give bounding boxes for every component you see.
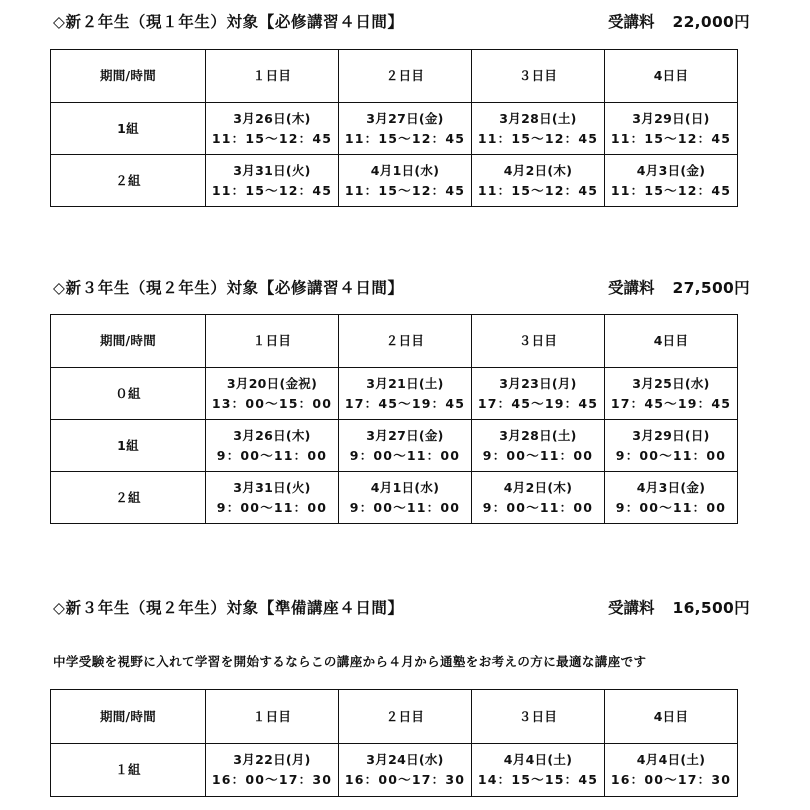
header-day-4: 4日目 bbox=[605, 50, 738, 103]
session-time: 17：45～19：45 bbox=[477, 395, 599, 411]
session-cell bbox=[206, 103, 339, 155]
session-time: 17：45～19：45 bbox=[610, 395, 732, 411]
header-day-4: 4日目 bbox=[605, 315, 738, 368]
session-cell bbox=[472, 420, 605, 472]
session-time: 9：00～11：00 bbox=[349, 499, 461, 515]
session-date: 4月3日(金) bbox=[636, 479, 706, 495]
session-date: 3月27日(金) bbox=[366, 110, 444, 126]
fee-amount: 16,500円 bbox=[672, 599, 750, 617]
session-time: 16：00～17：30 bbox=[610, 772, 732, 787]
section-3-title: ◇新３年生（現２年生）対象【準備講座４日間】 bbox=[53, 599, 404, 617]
session-cell bbox=[605, 472, 738, 524]
session-cell bbox=[339, 744, 472, 797]
session-date: 3月28日(土) bbox=[499, 427, 577, 443]
session-date: 3月22日(月) bbox=[233, 752, 311, 767]
header-day-3: ３日目 bbox=[472, 315, 605, 368]
session-cell bbox=[206, 155, 339, 207]
session-time: 9：00～11：00 bbox=[482, 499, 594, 515]
session-date: 3月31日(火) bbox=[233, 479, 311, 495]
section-3-description: 中学受験を視野に入れて学習を開始するならこの講座から４月から通塾をお考えの方に最適な講座です bbox=[53, 654, 647, 669]
section-3-schedule-table bbox=[50, 689, 738, 797]
table-row bbox=[51, 368, 738, 420]
table-header-row bbox=[51, 315, 738, 368]
session-cell bbox=[472, 368, 605, 420]
header-day-2: ２日目 bbox=[339, 690, 472, 744]
session-cell bbox=[206, 744, 339, 797]
session-date: 4月1日(水) bbox=[370, 162, 440, 178]
session-date: 3月29日(日) bbox=[632, 110, 710, 126]
header-day-1: １日目 bbox=[206, 50, 339, 103]
session-cell bbox=[339, 472, 472, 524]
session-cell bbox=[206, 472, 339, 524]
session-cell bbox=[472, 103, 605, 155]
table-row bbox=[51, 420, 738, 472]
header-period-time: 期間/時間 bbox=[51, 315, 206, 368]
session-time: 9：00～11：00 bbox=[216, 447, 328, 463]
table-row bbox=[51, 155, 738, 207]
session-time: 11：15～12：45 bbox=[344, 130, 466, 146]
session-time: 13：00～15：00 bbox=[211, 395, 333, 411]
session-date: 3月23日(月) bbox=[499, 375, 577, 391]
header-day-1: １日目 bbox=[206, 315, 339, 368]
header-period-time: 期間/時間 bbox=[51, 690, 206, 744]
session-time: 11：15～12：45 bbox=[211, 130, 333, 146]
fee-amount: 22,000円 bbox=[672, 13, 750, 31]
session-cell bbox=[472, 472, 605, 524]
session-date: 3月31日(火) bbox=[233, 162, 311, 178]
session-cell bbox=[339, 155, 472, 207]
session-date: 3月29日(日) bbox=[632, 427, 710, 443]
session-cell bbox=[605, 155, 738, 207]
session-date: 3月26日(木) bbox=[233, 427, 311, 443]
session-time: 11：15～12：45 bbox=[610, 182, 732, 198]
group-label: 1組 bbox=[51, 103, 206, 155]
section-1-fee bbox=[608, 10, 750, 32]
table-header-row bbox=[51, 690, 738, 744]
session-cell bbox=[339, 420, 472, 472]
session-cell bbox=[206, 420, 339, 472]
session-cell bbox=[472, 155, 605, 207]
session-date: 4月3日(金) bbox=[636, 162, 706, 178]
session-time: 16：00～17：30 bbox=[211, 772, 333, 787]
table-row bbox=[51, 472, 738, 524]
session-date: 3月28日(土) bbox=[499, 110, 577, 126]
section-2-schedule-table bbox=[50, 314, 738, 524]
section-1-schedule-table bbox=[50, 49, 738, 207]
group-label: ０組 bbox=[51, 368, 206, 420]
header-day-3: ３日目 bbox=[472, 690, 605, 744]
session-time: 9：00～11：00 bbox=[349, 447, 461, 463]
fee-label: 受講料 bbox=[608, 13, 655, 31]
section-3-fee bbox=[608, 596, 750, 618]
session-time: 14：15～15：45 bbox=[477, 772, 599, 787]
session-date: 4月4日(土) bbox=[636, 752, 706, 767]
session-time: 11：15～12：45 bbox=[610, 130, 732, 146]
session-cell bbox=[339, 368, 472, 420]
header-day-1: １日目 bbox=[206, 690, 339, 744]
session-date: 4月1日(水) bbox=[370, 479, 440, 495]
session-date: 3月25日(水) bbox=[632, 375, 710, 391]
session-time: 9：00～11：00 bbox=[615, 499, 727, 515]
session-time: 9：00～11：00 bbox=[482, 447, 594, 463]
fee-amount: 27,500円 bbox=[672, 279, 750, 297]
header-day-4: 4日目 bbox=[605, 690, 738, 744]
session-cell bbox=[472, 744, 605, 797]
fee-label: 受講料 bbox=[608, 279, 655, 297]
header-period-time: 期間/時間 bbox=[51, 50, 206, 103]
session-time: 17：45～19：45 bbox=[344, 395, 466, 411]
fee-label: 受講料 bbox=[608, 599, 655, 617]
session-cell bbox=[605, 420, 738, 472]
session-cell bbox=[605, 103, 738, 155]
session-time: 11：15～12：45 bbox=[344, 182, 466, 198]
session-date: 4月2日(木) bbox=[503, 479, 573, 495]
section-2-title: ◇新３年生（現２年生）対象【必修講習４日間】 bbox=[53, 279, 404, 297]
session-date: 3月20日(金祝) bbox=[226, 375, 318, 391]
session-date: 4月4日(土) bbox=[503, 752, 573, 767]
table-row bbox=[51, 744, 738, 797]
session-date: 4月2日(木) bbox=[503, 162, 573, 178]
session-time: 9：00～11：00 bbox=[216, 499, 328, 515]
group-label: 1組 bbox=[51, 420, 206, 472]
header-day-2: ２日目 bbox=[339, 50, 472, 103]
section-1-title: ◇新２年生（現１年生）対象【必修講習４日間】 bbox=[53, 13, 404, 31]
group-label: ２組 bbox=[51, 472, 206, 524]
session-time: 11：15～12：45 bbox=[477, 182, 599, 198]
table-row bbox=[51, 103, 738, 155]
header-day-3: ３日目 bbox=[472, 50, 605, 103]
section-2-fee bbox=[608, 276, 750, 298]
session-time: 11：15～12：45 bbox=[477, 130, 599, 146]
session-time: 16：00～17：30 bbox=[344, 772, 466, 787]
header-day-2: ２日目 bbox=[339, 315, 472, 368]
table-header-row bbox=[51, 50, 738, 103]
session-cell bbox=[605, 368, 738, 420]
session-date: 3月27日(金) bbox=[366, 427, 444, 443]
session-cell bbox=[339, 103, 472, 155]
session-cell bbox=[206, 368, 339, 420]
group-label: ２組 bbox=[51, 155, 206, 207]
session-time: 9：00～11：00 bbox=[615, 447, 727, 463]
session-date: 3月26日(木) bbox=[233, 110, 311, 126]
session-date: 3月21日(土) bbox=[366, 375, 444, 391]
session-cell bbox=[605, 744, 738, 797]
group-label: １組 bbox=[51, 744, 206, 797]
session-date: 3月24日(水) bbox=[366, 752, 444, 767]
session-time: 11：15～12：45 bbox=[211, 182, 333, 198]
